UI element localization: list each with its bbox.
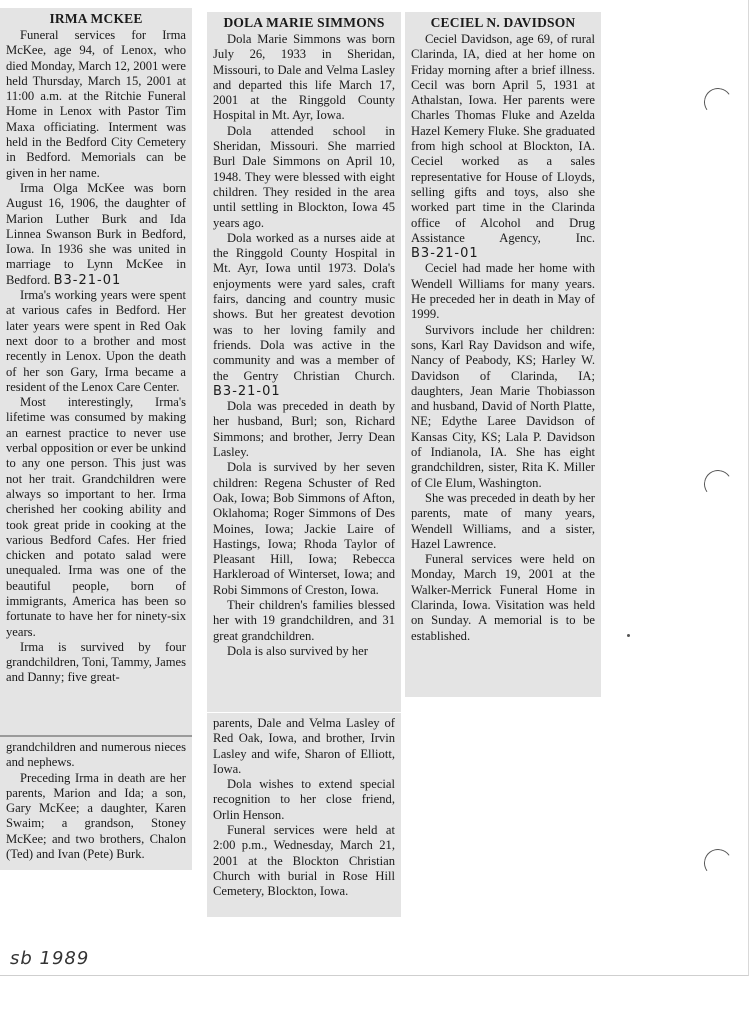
obituary-irma-mckee-continued (0, 735, 192, 870)
obituary-paragraph: Funeral services were held at 2:00 p.m., Wednesday, March 21, 2001 at the Blockton Christian Church with burial in Rose Hill Cemetery, Blockton, Iowa. (213, 823, 395, 899)
obituary-paragraph: Most interestingly, Irma's lifetime was consumed by making an earnest practice to never use verbal opposition or ever be unkind to any one person. This just was not her trait. Grandchildren were always so important to her. Irma cherished her cooking ability and took great pride in cooking at the various Bedford Cafes. Her fried chicken and potato salad were unequaled. Irma was one of the beautiful people, born of immigrants, America has been so fortunate to have her for ninety-six years. (6, 395, 186, 639)
obituary-paragraph (411, 32, 595, 261)
obituary-paragraph: Preceding Irma in death are her parents, Marion and Ida; a son, Gary McKee; a daughter, Karen Swaim; a grandson, Stoney McKee; and two brothers, Chalon (Ted) and Ivan (Pete) Burk. (6, 770, 186, 862)
binder-hole (702, 847, 734, 879)
paragraph-text: Dola worked as a nurses aide at the Ringgold County Hospital in Mt. Ayr, Iowa until 1973. Dola's enjoyments were yard sales, craft fairs, dancing and country music shows. But her greatest devotion was to her loving family and friends. Dola was active in the community and was a member of the Gentry Christian Church. (213, 230, 395, 383)
obituary-dola-marie-simmons-continued (207, 713, 401, 917)
handwritten-page-mark: sb 1989 (10, 948, 90, 969)
handwritten-date-note: B3-21-01 (53, 272, 122, 288)
obituary-paragraph: Dola is also survived by her (227, 643, 368, 658)
obituary-paragraph: Funeral services for Irma McKee, age 94, of Lenox, who died Monday, March 12, 2001 were held Thursday, March 15, 2001 at 11:00 a.m. at the Ritchie Funeral Home in Lenox with Pastor Tim Maxa officiating. Interment was held in the Bedford City Cemetery in Bedford. Memorials can be given in her name. (6, 28, 186, 180)
obituary-paragraph: parents, Dale and Velma Lasley of Red Oak, Iowa, and brother, Irvin Lasley and wife, Sharon of Elliott, Iowa. (213, 716, 395, 776)
obituary-dola-marie-simmons (207, 12, 401, 712)
scan-speck (627, 634, 630, 637)
obituary-paragraph: Dola is survived by her seven children: Regena Schuster of Red Oak, Iowa; Bob Simmons of Afton, Oklahoma; Roger Simmons of Des Moines, Iowa; Jackie Laire of Hastings, Iowa; Rhoda Taylor of Pleasant Hill, Iowa; Rebecca Harkleroad of Winterset, Iowa; and Robi Simmons of Creston, Iowa. (213, 460, 395, 597)
obituary-paragraph: Irma's working years were spent at various cafes in Bedford. Her later years were spent in Red Oak next door to a brother and most recently in Lenox. Upon the death of her son Gary, Irma became a resident of the Lenox Care Center. (6, 288, 186, 394)
binder-hole (702, 86, 734, 118)
obituary-title: CECIEL N. DAVIDSON (430, 15, 576, 30)
obituary-paragraph: Their children's families blessed her with 19 grandchildren, and 31 great grandchildren. (213, 597, 395, 643)
obituary-paragraph (6, 181, 186, 288)
obituary-paragraph: Dola was preceded in death by her husband, Burl; son, Richard Simmons; and brother, Jerry Dean Lasley. (213, 399, 395, 460)
obituary-ceciel-n-davidson (405, 12, 601, 697)
handwritten-date-note: B3-21-01 (411, 246, 479, 262)
binder-hole (702, 468, 734, 500)
obituary-title: DOLA MARIE SIMMONS (223, 15, 385, 30)
paragraph-text: Irma Olga McKee was born August 16, 1906, the daughter of Marion Luther Burk and Ida Linnea Swanson Burk in Bedford, Iowa. In 1936 she was united in marriage to Lynn McKee in Bedford. (6, 180, 186, 287)
obituary-paragraph: Dola wishes to extend special recognition to her close friend, Orlin Henson. (213, 777, 395, 822)
obituary-paragraph: She was preceded in death by her parents, mate of many years, Wendell Williams, and a sister, Hazel Lawrence. (411, 490, 595, 551)
obituary-title: IRMA MCKEE (49, 11, 143, 26)
handwritten-date-note: B3-21-01 (213, 383, 281, 399)
obituary-paragraph: Dola attended school in Sheridan, Missouri. She married Burl Dale Simmons on April 10, 1948. They were blessed with eight children. They resided in the area until settling in Blockton, Iowa 45 years ago. (213, 123, 395, 230)
obituary-paragraph: Funeral services were held on Monday, March 19, 2001 at the Walker-Merrick Funeral Home in Clarinda, Iowa. Visitation was held on Sunday. A memorial is to be established. (411, 552, 595, 643)
obituary-paragraph: Survivors include her children: sons, Karl Ray Davidson and wife, Nancy of Peabody, KS; Harley W. Davidson of Clarinda, IA; daughters, Jean Marie Thobiasson and husband, David of North Platte, NE; Edythe Laree Davidson of Kansas City, KS; Lala P. Davidson of Indianola, IA. She has eight grandchildren, sister, Rita K. Miller of Cle Elum, Washington. (411, 322, 595, 490)
obituary-paragraph: Ceciel had made her home with Wendell Williams for many years. He preceded her in death in May of 1999. (411, 261, 595, 322)
obituary-paragraph: grandchildren and numerous nieces and nephews. (6, 740, 186, 770)
obituary-paragraph: Irma is survived by four grandchildren, Toni, Tammy, James and Danny; five great- (6, 639, 186, 685)
obituary-paragraph (213, 231, 395, 399)
paragraph-text: Ceciel Davidson, age 69, of rural Clarinda, IA, died at her home on Friday morning after a brief illness. Cecil was born April 5, 1931 at Athalstan, Iowa. Her parents were Charles Thomas Fluke and Azelda Hazel Kemery Fluke. She graduated from high school at Blockton, IA. Ceciel worked as a sales representative for House of Lloyds, selling gifts and toys, also she worked part time in the Clarinda office of Alcohol and Drug Assistance Agency, Inc. (411, 32, 595, 245)
obituary-paragraph: Dola Marie Simmons was born July 26, 1933 in Sheridan, Missouri, to Dale and Velma Lasley and departed this life March 17, 2001 at the Ringgold County Hospital in Mt. Ayr, Iowa. (213, 32, 395, 123)
